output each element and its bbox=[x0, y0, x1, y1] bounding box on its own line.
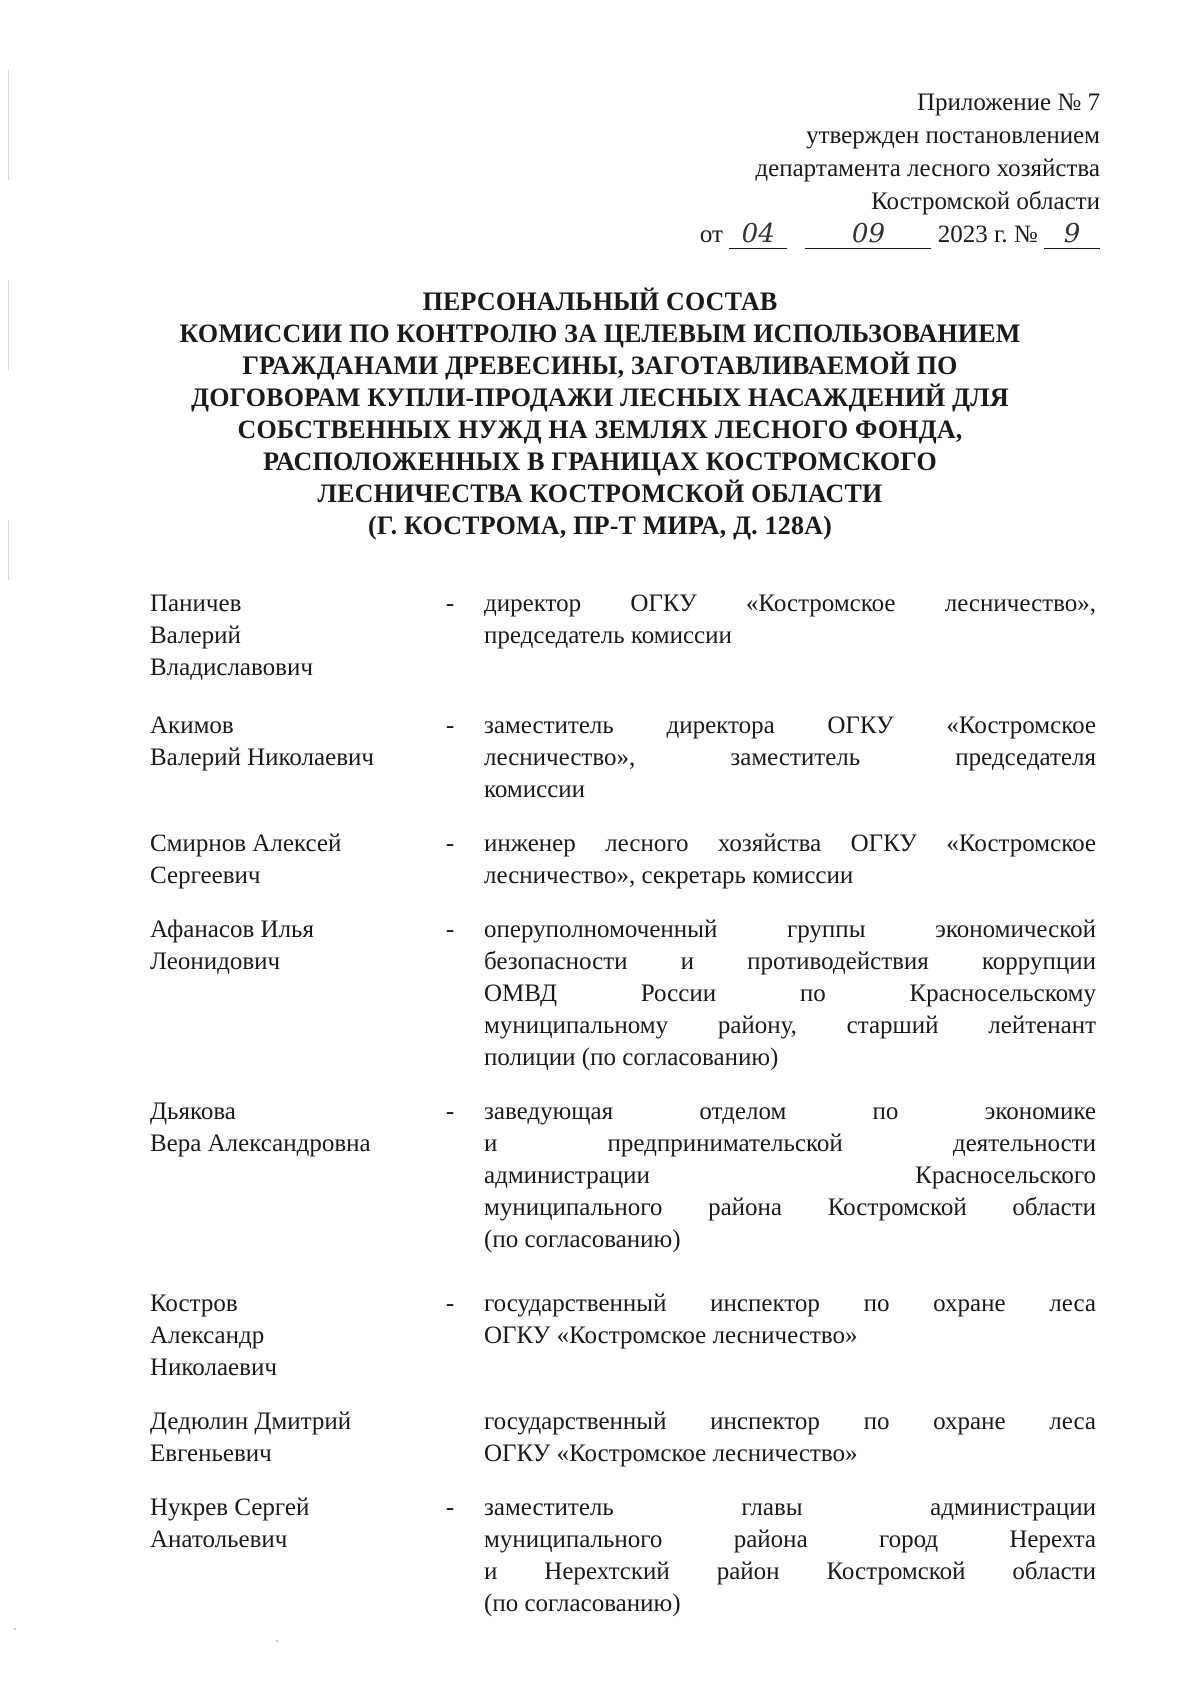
member-role bbox=[484, 710, 1096, 806]
member-role-line: заведующая отделом по экономике bbox=[484, 1098, 1096, 1125]
member-name-line: Паничев bbox=[150, 590, 242, 617]
member-dash: - bbox=[445, 712, 455, 739]
member-role-line: безопасности и противодействия коррупции bbox=[484, 948, 1096, 975]
handwritten-month: 09 bbox=[805, 220, 931, 249]
member-dash: - bbox=[445, 830, 455, 857]
member-name-line: Дьякова bbox=[150, 1098, 236, 1125]
member-name bbox=[150, 588, 450, 684]
member-role bbox=[484, 828, 1096, 892]
member-role-line: государственный инспектор по охране леса bbox=[484, 1290, 1096, 1317]
member-row bbox=[150, 1096, 1096, 1256]
title-line: КОМИССИИ ПО КОНТРОЛЮ ЗА ЦЕЛЕВЫМ ИСПОЛЬЗОВАНИЕМ bbox=[179, 319, 1021, 348]
member-row bbox=[150, 1492, 1096, 1620]
member-role bbox=[484, 1406, 1096, 1470]
member-role-line: государственный инспектор по охране леса bbox=[484, 1408, 1096, 1435]
member-name bbox=[150, 1492, 450, 1620]
title-line: СОБСТВЕННЫХ НУЖД НА ЗЕМЛЯХ ЛЕСНОГО ФОНДА, bbox=[237, 415, 963, 444]
member-row bbox=[150, 1406, 1096, 1470]
member-role-line: (по согласованию) bbox=[484, 1590, 681, 1617]
member-role-line: муниципальному району, старший лейтенант bbox=[484, 1012, 1096, 1039]
title-line: РАСПОЛОЖЕННЫХ В ГРАНИЦАХ КОСТРОМСКОГО bbox=[263, 447, 937, 476]
member-row bbox=[150, 1288, 1096, 1384]
members-list bbox=[150, 588, 1096, 1620]
member-name-line: Анатольевич bbox=[150, 1526, 288, 1553]
scan-edge-mark bbox=[8, 280, 9, 370]
member-role-line: и предпринимательской деятельности bbox=[484, 1130, 1096, 1157]
scan-speck bbox=[14, 1628, 16, 1630]
member-role-line: полиции (по согласованию) bbox=[484, 1044, 779, 1071]
date-line bbox=[540, 218, 1100, 251]
scan-edge-mark bbox=[8, 520, 9, 580]
member-name bbox=[150, 1406, 450, 1470]
member-name-line: Александр bbox=[150, 1322, 265, 1349]
member-role-line: ОГКУ «Костромское лесничество» bbox=[484, 1322, 858, 1349]
member-name-line: Николаевич bbox=[150, 1354, 277, 1381]
member-name-line: Акимов bbox=[150, 712, 234, 739]
scan-speck bbox=[276, 1640, 278, 1642]
handwritten-day: 04 bbox=[729, 220, 787, 249]
member-role-line: муниципального района Костромской области bbox=[484, 1194, 1096, 1221]
member-name-line: Валерий Николаевич bbox=[150, 744, 374, 771]
member-name-line: Евгеньевич bbox=[150, 1440, 272, 1467]
member-name-line: Смирнов Алексей bbox=[150, 830, 342, 857]
member-name bbox=[150, 1096, 450, 1256]
member-row bbox=[150, 914, 1096, 1074]
member-role-line: администрации Красносельского bbox=[484, 1162, 1096, 1189]
member-role-line: инженер лесного хозяйства ОГКУ «Костромское bbox=[484, 830, 1096, 857]
title-line: (Г. КОСТРОМА, ПР-Т МИРА, Д. 128А) bbox=[367, 511, 833, 540]
member-name-line: Валерий bbox=[150, 622, 241, 649]
document-title bbox=[120, 286, 1080, 542]
member-row bbox=[150, 588, 1096, 684]
member-name-line: Владиславович bbox=[150, 654, 313, 681]
member-name-line: Костров bbox=[150, 1290, 238, 1317]
member-role bbox=[484, 1492, 1096, 1620]
member-row bbox=[150, 828, 1096, 892]
member-role-line: муниципального района город Нерехта bbox=[484, 1526, 1096, 1553]
member-row bbox=[150, 710, 1096, 806]
member-role bbox=[484, 1096, 1096, 1256]
member-role-line: лесничество», секретарь комиссии bbox=[484, 862, 854, 889]
appendix-block bbox=[540, 86, 1100, 251]
member-role-line: ОГКУ «Костромское лесничество» bbox=[484, 1440, 858, 1467]
member-role-line: лесничество», заместитель председателя bbox=[484, 744, 1096, 771]
member-role-line: директор ОГКУ «Костромское лесничество», bbox=[484, 590, 1096, 617]
member-name bbox=[150, 710, 450, 806]
appendix-number: Приложение № 7 bbox=[916, 89, 1100, 116]
member-role-line: оперуполномоченный группы экономической bbox=[484, 916, 1096, 943]
member-dash: - bbox=[445, 1098, 455, 1125]
member-role bbox=[484, 588, 1096, 684]
member-role-line: заместитель директора ОГКУ «Костромское bbox=[484, 712, 1096, 739]
handwritten-doc-number: 9 bbox=[1044, 220, 1100, 249]
member-name-line: Леонидович bbox=[150, 948, 281, 975]
member-dash: - bbox=[445, 1290, 455, 1317]
scan-edge-mark bbox=[8, 70, 9, 180]
title-line: ДОГОВОРАМ КУПЛИ-ПРОДАЖИ ЛЕСНЫХ НАСАЖДЕНИЙ ДЛЯ bbox=[191, 383, 1009, 412]
member-dash bbox=[426, 1406, 474, 1470]
title-line: ГРАЖДАНАМИ ДРЕВЕСИНЫ, ЗАГОТАВЛИВАЕМОЙ ПО bbox=[242, 351, 958, 380]
title-line: ЛЕСНИЧЕСТВА КОСТРОМСКОЙ ОБЛАСТИ bbox=[317, 479, 883, 508]
approved-by-line: утвержден постановлением bbox=[806, 122, 1100, 149]
member-role-line: ОМВД России по Красносельскому bbox=[484, 980, 1096, 1007]
member-name bbox=[150, 1288, 450, 1384]
member-role-line: заместитель главы администрации bbox=[484, 1494, 1096, 1521]
member-name-line: Вера Александровна bbox=[150, 1130, 371, 1157]
member-name-line: Дедюлин Дмитрий bbox=[150, 1408, 352, 1435]
member-role-line: (по согласованию) bbox=[484, 1226, 681, 1253]
member-role-line: председатель комиссии bbox=[484, 622, 732, 649]
member-dash: - bbox=[445, 916, 455, 943]
date-year: 2023 г. № bbox=[937, 221, 1038, 248]
date-prefix: от bbox=[699, 221, 723, 248]
member-name-line: Нукрев Сергей bbox=[150, 1494, 310, 1521]
member-name-line: Афанасов Илья bbox=[150, 916, 314, 943]
member-dash: - bbox=[445, 590, 455, 617]
member-name-line: Сергеевич bbox=[150, 862, 261, 889]
member-role-line: и Нерехтский район Костромской области bbox=[484, 1558, 1096, 1585]
member-role bbox=[484, 914, 1096, 1074]
department-line: департамента лесного хозяйства bbox=[755, 155, 1100, 182]
title-line: ПЕРСОНАЛЬНЫЙ СОСТАВ bbox=[422, 287, 778, 316]
member-name bbox=[150, 828, 450, 892]
member-dash: - bbox=[445, 1494, 455, 1521]
member-name bbox=[150, 914, 450, 1074]
member-role bbox=[484, 1288, 1096, 1384]
region-line: Костромской области bbox=[871, 188, 1100, 215]
member-role-line: комиссии bbox=[484, 776, 586, 803]
